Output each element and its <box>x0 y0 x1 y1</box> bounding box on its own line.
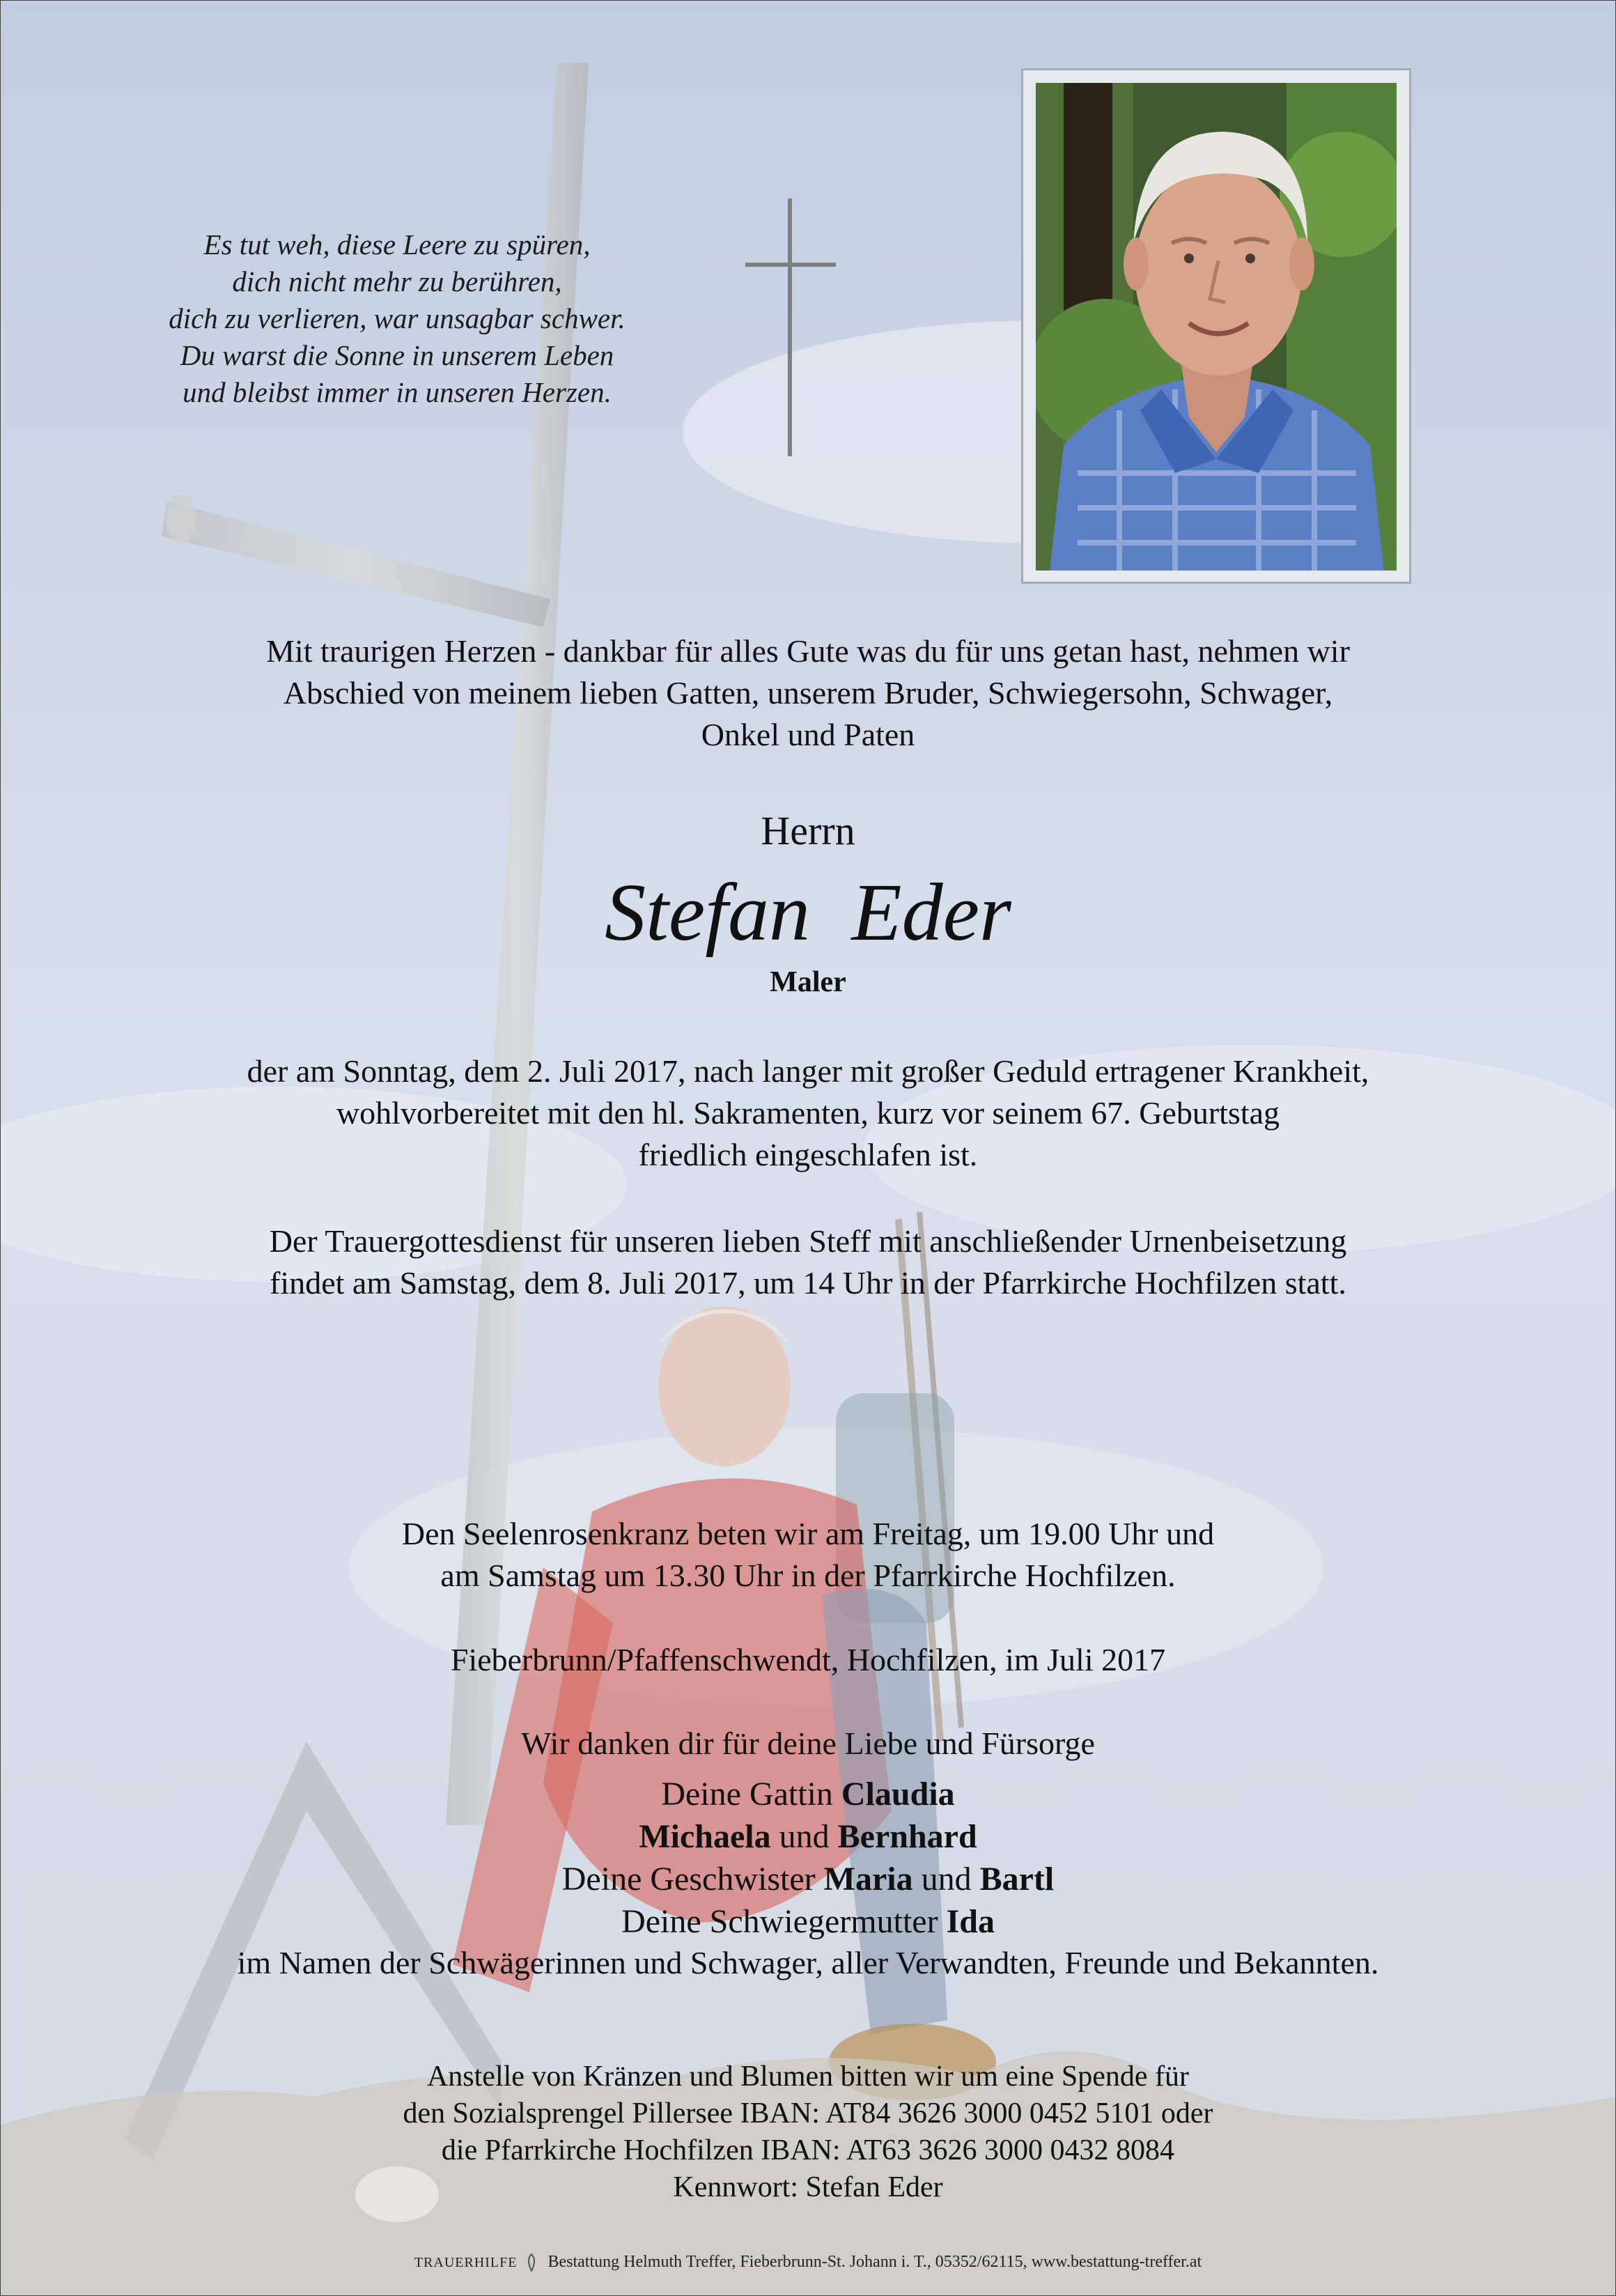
intro-text <box>0 630 1616 756</box>
rosary-line: Den Seelenrosenkranz beten wir am Freitag, um 19.00 Uhr und <box>401 1516 1215 1551</box>
service-line: Der Trauergottesdienst für unseren lieben Steff mit anschließender Urnenbeisetzung <box>269 1223 1347 1259</box>
occupation: Maler <box>770 966 846 998</box>
family-children <box>0 1815 1616 1858</box>
service-line: findet am Samstag, dem 8. Juli 2017, um 14 Uhr in der Pfarrkirche Hochfilzen statt. <box>270 1265 1346 1301</box>
donation-text <box>0 2058 1616 2206</box>
portrait-frame <box>1021 68 1411 584</box>
thanks-line: Wir danken dir für deine Liebe und Fürsorge <box>521 1725 1095 1761</box>
footer-text: Bestattung Helmuth Treffer, Fieberbrunn-St. Johann i. T., 05352/62115, www.bestattung-treffer.at <box>547 2253 1202 2271</box>
family-name: Bartl <box>979 1861 1055 1898</box>
poem <box>104 226 690 411</box>
rosary-text <box>0 1513 1616 1597</box>
donation-line: Anstelle von Kränzen und Blumen bitten wir um eine Spende für <box>426 2061 1190 2093</box>
intro-line: Onkel und Paten <box>701 717 915 752</box>
family-list <box>0 1773 1616 1943</box>
family-siblings <box>0 1858 1616 1900</box>
family-name: Ida <box>946 1903 995 1940</box>
poem-line: dich nicht mehr zu berühren, <box>232 265 562 297</box>
family-prefix: Deine Gattin <box>661 1776 841 1813</box>
cross-icon <box>745 199 836 456</box>
place-date: Fieberbrunn/Pfaffenschwendt, Hochfilzen, im Juli 2017 <box>450 1642 1166 1677</box>
rosary-line: am Samstag um 13.30 Uhr in der Pfarrkirche Hochfilzen. <box>440 1558 1176 1593</box>
poem-line: dich zu verlieren, war unsagbar schwer. <box>169 302 626 334</box>
family-mother-in-law <box>0 1900 1616 1943</box>
death-notice-line: der am Sonntag, dem 2. Juli 2017, nach langer mit großer Geduld ertragener Krankheit, <box>247 1053 1369 1089</box>
donation-line: die Pfarrkirche Hochfilzen IBAN: AT63 3626 3000 0432 8084 <box>441 2134 1175 2166</box>
family-name: Michaela <box>639 1818 771 1855</box>
poem-line: Es tut weh, diese Leere zu spüren, <box>203 228 591 261</box>
deceased-name: Stefan Eder <box>605 867 1011 958</box>
family-connector: und <box>912 1861 980 1898</box>
death-notice <box>0 1050 1616 1176</box>
donation-line: den Sozialsprengel Pillersee IBAN: AT84 3626 3000 0452 5101 oder <box>403 2097 1213 2130</box>
footer-brand: TRAUERHILFE <box>414 2255 518 2270</box>
family-wife <box>0 1773 1616 1815</box>
family-connector: und <box>770 1818 838 1855</box>
family-prefix: Deine Schwiegermutter <box>621 1903 947 1940</box>
on-behalf-line: im Namen der Schwägerinnen und Schwager, aller Verwandten, Freunde und Bekannten. <box>237 1945 1379 1980</box>
donation-line: Kennwort: Stefan Eder <box>673 2171 943 2203</box>
poem-line: und bleibst immer in unseren Herzen. <box>182 376 612 408</box>
funeral-service-text <box>0 1220 1616 1304</box>
portrait-photo <box>1036 83 1397 571</box>
salutation: Herrn <box>761 808 855 853</box>
death-notice-line: friedlich eingeschlafen ist. <box>638 1137 978 1172</box>
intro-line: Mit traurigen Herzen - dankbar für alles Gute was du für uns getan hast, nehmen wir <box>266 633 1350 669</box>
footer <box>0 2251 1616 2273</box>
leaf-icon <box>525 2254 538 2272</box>
family-name: Claudia <box>841 1776 955 1813</box>
intro-line: Abschied von meinem lieben Gatten, unserem Bruder, Schwiegersohn, Schwager, <box>283 675 1333 711</box>
family-name: Maria <box>823 1861 913 1898</box>
death-notice-line: wohlvorbereitet mit den hl. Sakramenten, kurz vor seinem 67. Geburtstag <box>336 1095 1280 1131</box>
poem-line: Du warst die Sonne in unserem Leben <box>180 339 614 371</box>
family-name: Bernhard <box>837 1818 977 1855</box>
family-prefix: Deine Geschwister <box>561 1861 824 1898</box>
